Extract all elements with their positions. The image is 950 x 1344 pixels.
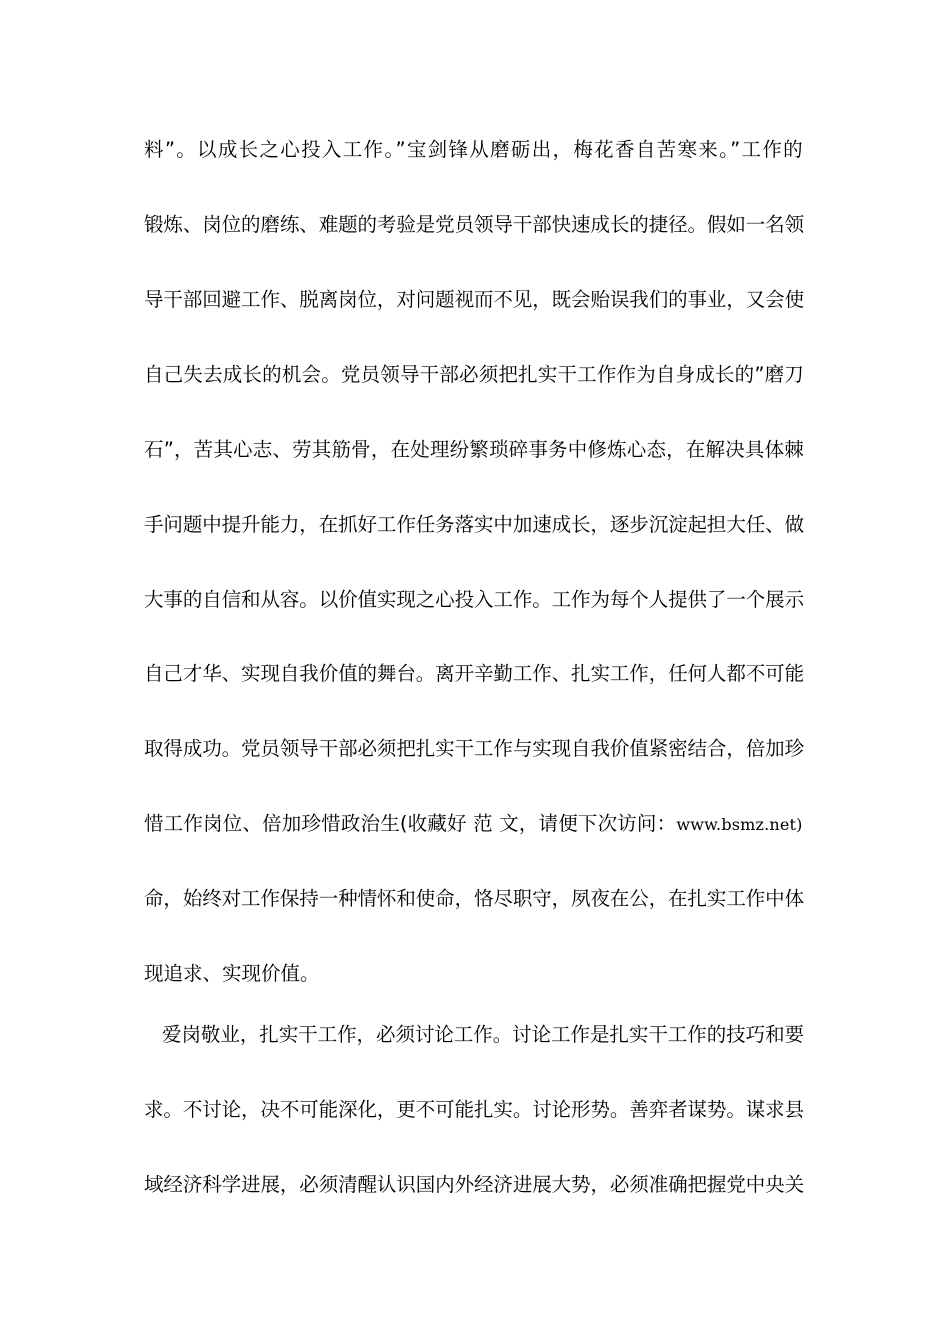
text-line-with-url [144,810,804,839]
paragraph-first-line: 爱岗敬业，扎实干工作，必须讨论工作。讨论工作是扎实干工作的技巧和要 [162,1023,804,1046]
text-line: 自己失去成长的机会。党员领导干部必须把扎实干工作作为自身成长的”磨刀 [144,363,804,386]
text-line: 石”，苦其心志、劳其筋骨，在处理纷繁琐碎事务中修炼心态，在解决具体棘 [144,438,804,461]
text-line: 取得成功。党员领导干部必须把扎实干工作与实现自我价值紧密结合，倍加珍 [144,737,804,760]
text-line: 手问题中提升能力，在抓好工作任务落实中加速成长，逐步沉淀起担大任、做 [144,513,804,536]
text-line: 命，始终对工作保持一种情怀和使命，恪尽职守，夙夜在公，在扎实工作中体 [144,887,804,910]
text-line: 现追求、实现价值。 [144,962,320,985]
text-line: 料”。以成长之心投入工作。”宝剑锋从磨砺出，梅花香自苦寒来。”工作的 [144,138,804,161]
text-line: 自己才华、实现自我价值的舞台。离开辛勤工作、扎实工作，任何人都不可能 [144,662,804,685]
text-segment: 惜工作岗位、倍加珍惜政治生(收藏好 范 文，请便下次访问： [144,812,677,835]
text-line: 锻炼、岗位的磨练、难题的考验是党员领导干部快速成长的捷径。假如一名领 [144,213,804,236]
text-line: 大事的自信和从容。以价值实现之心投入工作。工作为每个人提供了一个展示 [144,588,804,611]
text-line: 求。不讨论，决不可能深化，更不可能扎实。讨论形势。善弈者谋势。谋求县 [144,1098,804,1121]
text-line: 域经济科学进展，必须清醒认识国内外经济进展大势，必须准确把握党中央关 [144,1173,804,1196]
text-line: 导干部回避工作、脱离岗位，对问题视而不见，既会贻误我们的事业，又会使 [144,288,804,311]
site-url-text: www.bsmz.net) [676,815,803,834]
